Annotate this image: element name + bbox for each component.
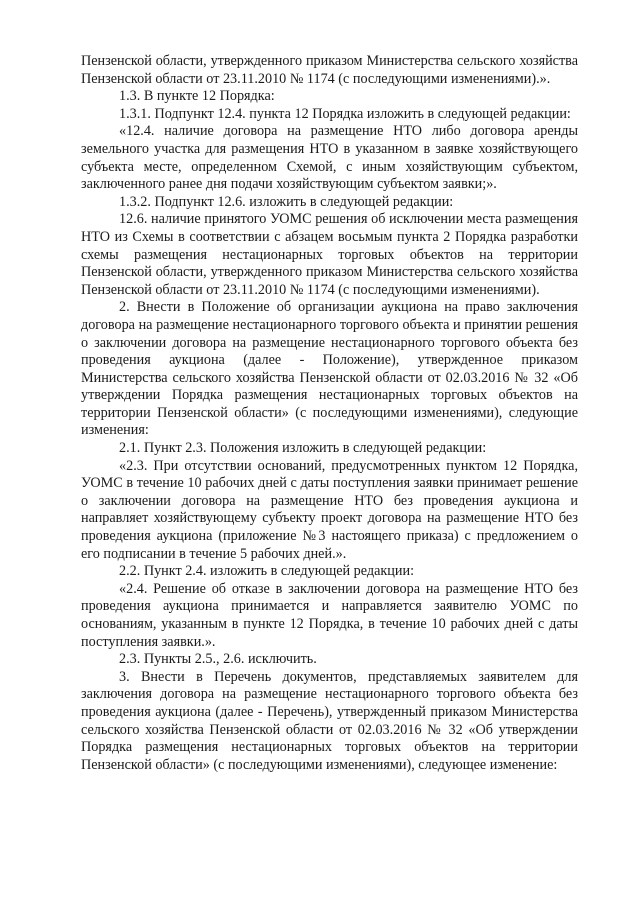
paragraph-3: 3. Внести в Перечень документов, представляемых заявителем для заключения договора на размещение нестационарного торгового объекта без проведения аукциона (далее - Перечень), утвержденный приказом Министерства сельского хозяйства Пензенской области от 02.03.2016 № 32 «Об утверждении Порядка размещения нестационарных торговых объектов на территории Пензенской области» (с последующими изменениями), следующее изменение: bbox=[81, 668, 578, 773]
paragraph-12-4-text: «12.4. наличие договора на размещение НТО либо договора аренды земельного участка для размещения НТО в указанном в заявке хозяйствующего субъекта месте, определенном Схемой, с иным хозяйствующим субъектом, заключенного ранее дня подачи хозяйствующим субъектом заявки;». bbox=[81, 123, 578, 193]
paragraph-1-3-2: 1.3.2. Подпункт 12.6. изложить в следующей редакции: bbox=[119, 193, 454, 210]
paragraph-1-3-1: 1.3.1. Подпункт 12.4. пункта 12 Порядка изложить в следующей редакции: bbox=[119, 105, 571, 122]
paragraph-2-1: 2.1. Пункт 2.3. Положения изложить в следующей редакции: bbox=[119, 440, 487, 457]
paragraph-2-3-text: «2.3. При отсутствии оснований, предусмотренных пунктом 12 Порядка, УОМС в течение 10 рабочих дней с даты поступления заявки принимает решение о заключении договора на размещение НТО без проведения аукциона и направляет хозяйствующему субъекту проект договора на размещение НТО без проведения аукциона (приложение №3 настоящего приказа) с предложением о его подписании в течение 5 рабочих дней.». bbox=[81, 457, 578, 562]
paragraph-1-3: 1.3. В пункте 12 Порядка: bbox=[119, 88, 275, 105]
document-body bbox=[81, 53, 578, 774]
paragraph-continuation: Пензенской области, утвержденного приказом Министерства сельского хозяйства Пензенской области от 23.11.2010 № 1174 (с последующими изменениями).». bbox=[81, 53, 578, 87]
paragraph-12-6-text: 12.6. наличие принятого УОМС решения об исключении места размещения НТО из Схемы в соответствии с абзацем восьмым пункта 2 Порядка разработки схемы размещения нестационарных торговых объектов на территории Пензенской области, утвержденного приказом Министерства сельского хозяйства Пензенской области от 23.11.2010 № 1174 (с последующими изменениями). bbox=[81, 211, 578, 298]
paragraph-2: 2. Внести в Положение об организации аукциона на право заключения договора на размещение нестационарного торгового объекта и принятии решения о заключении договора на размещение нестационарного торгового объекта без проведения аукциона (далее - Положение), утвержденное приказом Министерства сельского хозяйства Пензенской области от 02.03.2016 № 32 «Об утверждении Порядка размещения нестационарных торговых объектов на территории Пензенской области» (с последующими изменениями), следующие изменения: bbox=[81, 299, 578, 439]
paragraph-2-2: 2.2. Пункт 2.4. изложить в следующей редакции: bbox=[119, 563, 415, 580]
paragraph-2-3-exclude: 2.3. Пункты 2.5., 2.6. исключить. bbox=[119, 651, 317, 668]
paragraph-2-4-text: «2.4. Решение об отказе в заключении договора на размещение НТО без проведения аукциона принимается и направляется заявителю УОМС по основаниям, указанным в пункте 12 Порядка, в течение 10 рабочих дней с даты поступления заявки.». bbox=[81, 580, 578, 650]
